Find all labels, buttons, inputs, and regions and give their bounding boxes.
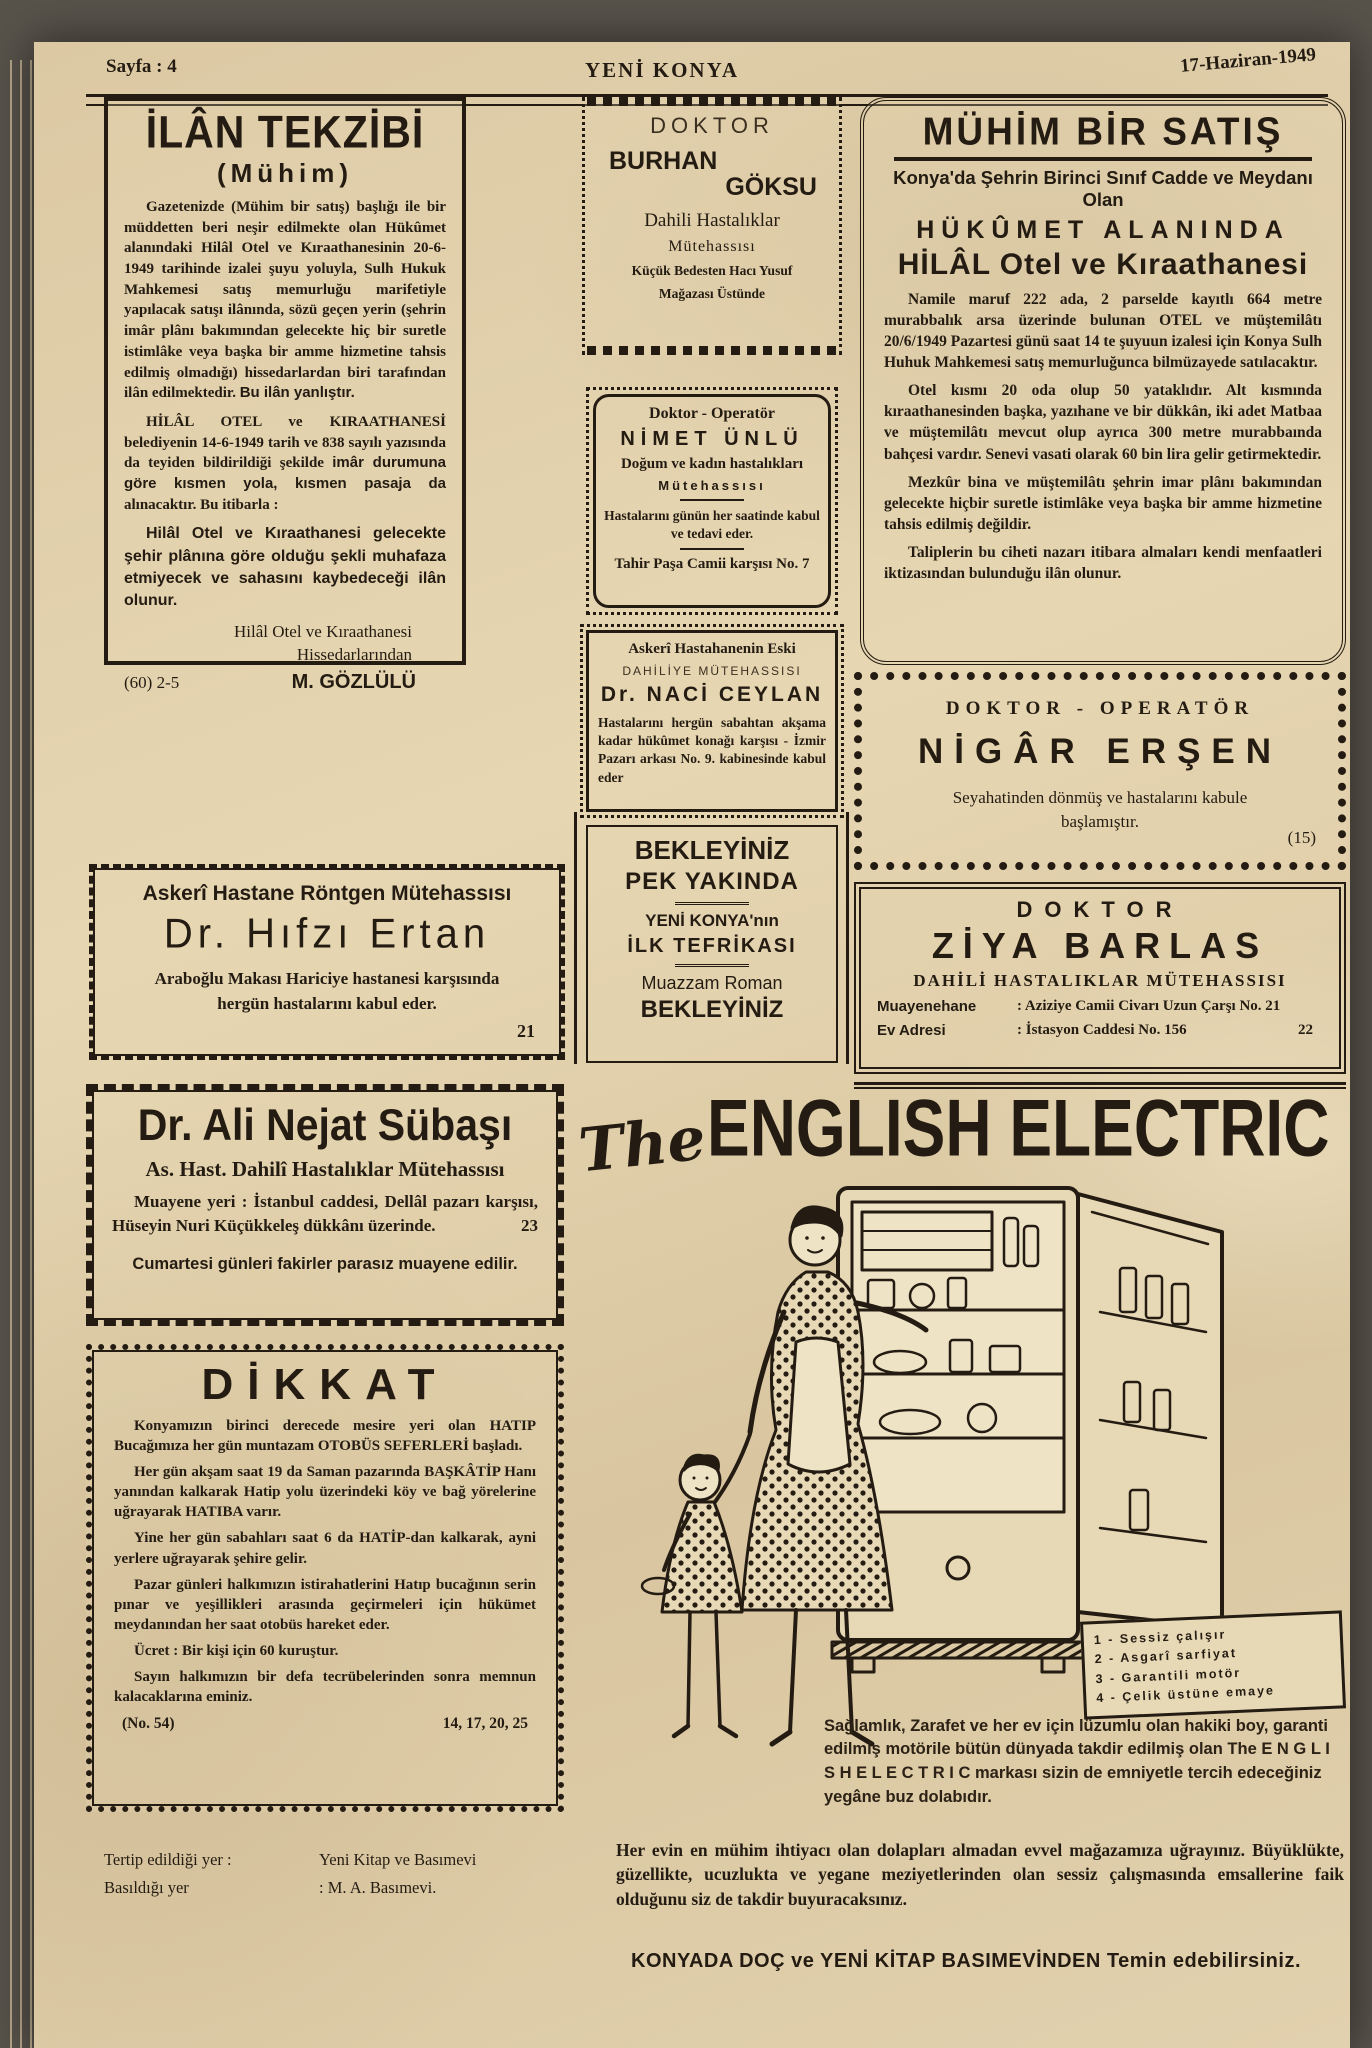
paragraph: HİLÂL OTEL ve KIRAATHANESİ belediyenin 14-6-1949 tarih ve 838 sayılı yazısında da teyiden bildirildiği şekilde imâr durumuna göre kısmen yola, kısmen pasaja da alınacaktır. Bu itibarla :: [124, 413, 446, 513]
teaser-line: Muazzam Roman: [641, 973, 783, 993]
article-title: DİKKAT: [201, 1360, 449, 1409]
ad-outro-paragraph: Her evin en mühim ihtiyacı olan dolapları almadan evvel mağazamıza uğrayınız. Büyüklükte, güzellikte, ucuzlukta ve yegane meziyetlerinden olan sessiz çalışmasında emsallerine faik olduğunu siz de takdir buyuracaksınız.: [616, 1839, 1344, 1910]
doctor-name: Dr. Ali Nejat Sübaşı: [137, 1100, 513, 1150]
imprint-row: Tertip edildiği yer : Yeni Kitap ve Basımevi: [104, 1850, 477, 1869]
footer-note: Cumartesi günleri fakirler parasız muayene edilir.: [132, 1254, 518, 1273]
ad-nimet-unlu: [586, 387, 838, 615]
ad-ali-nejat-subasi: [86, 1084, 564, 1326]
ad-nigar-ersen: [854, 672, 1346, 870]
doctor-heading: DOKTOR - OPERATÖR: [945, 698, 1255, 719]
address: Mağazası Üstünde: [658, 286, 766, 301]
ad-reference-number: (No. 54): [122, 1715, 175, 1733]
ad-burhan-goksu: [582, 97, 842, 355]
feature-item: 4 - Çelik üstüne emaye: [1096, 1683, 1276, 1706]
article-subtitle: Konya'da Şehrin Birinci Sınıf Cadde ve Meydanı Olan: [893, 167, 1313, 210]
stacked-page-edges: [6, 60, 36, 2048]
teaser-line: BEKLEYİNİZ: [640, 996, 784, 1023]
feature-callout-box: [1080, 1610, 1346, 1719]
paragraph: Pazar günleri halkımızın istirahatlerini Hatıp bucağının serin pınar ve yeşillikleri arasında geçirmeleri için hükümet meydanından her saat otobüs hareket eder.: [114, 1576, 536, 1633]
doctor-name: BURHAN: [609, 147, 718, 175]
doctor-heading: Askerî Hastane Röntgen Mütehassısı: [142, 882, 512, 905]
paragraph: Yine her gün sabahları saat 6 da HATİP-dan kalkarak, ayni yerlere uğrayarak şehire gelir.: [114, 1530, 536, 1567]
paragraph-bold: Hilâl Otel ve Kıraathanesi gelecekte şehir plânına göre olduğu şekli muhafaza etmiyecek ve sahasını kaybedeceği ilân olunur.: [124, 525, 446, 610]
divider: [680, 499, 744, 501]
paragraph: Gazetenizde (Mühim bir satış) başlığı ile bir müddetten beri neşir edilmekte olan Hükûmet alanındaki Hilâl Otel ve Kıraathanesinin 20-6-1949 tarihinde izalei şuyu yoluyla, Sulh Hukuk Mahkemesi satış memurluğu marifetiyle yapılacak satışı ilânında, sözü geçen yerin (şehrin imâr plânı bakımından gelecekte hiç bir suretle istimlâke veya başka bir amme hizmetine tahsis edilmiş olmadığı) hissedarlardan biri tarafından ilân edilmektedir. Bu ilân yanlıştır.: [124, 199, 446, 402]
ad-dikkat-bus-service: [86, 1344, 564, 1812]
doctor-name: GÖKSU: [725, 173, 817, 201]
run-dates: 14, 17, 20, 25: [442, 1715, 528, 1733]
doctor-name: ZİYA BARLAS: [931, 925, 1269, 966]
address: Küçük Bedesten Hacı Yusuf: [631, 263, 793, 278]
paragraph: Her gün akşam saat 19 da Saman pazarında BAŞKÂTİP Hanı yanından kalkarak Hatip yolu üzerindeki köy ve bağ yörelerine uğrayarak HATIBA varır.: [114, 1464, 536, 1521]
ornament-border: [587, 346, 837, 355]
article-muhim-bir-satis: [860, 97, 1346, 665]
doctor-heading: DOKTOR: [650, 113, 774, 138]
signature-org: Hilâl Otel ve Kıraathanesi Hissedarlarından: [234, 621, 412, 664]
feature-item: 3 - Garantili motör: [1095, 1665, 1242, 1686]
brand-script-the: The: [575, 1103, 709, 1187]
feature-item: 1 - Sessiz çalışır: [1093, 1627, 1227, 1648]
address-row: Ev Adresi : İstasyon Caddesi No. 156 22: [877, 1022, 1323, 1039]
specialty: Mütehassısı: [658, 478, 766, 493]
imprint-block: [104, 1842, 534, 1898]
ad-ziya-barlas: [854, 882, 1346, 1074]
address-row: Muayenehane : Aziziye Camii Civarı Uzun Çarşı No. 21: [877, 998, 1281, 1015]
brand-name: ENGLISH ELECTRIC: [707, 1082, 1330, 1173]
doctor-name: Dr. NACİ CEYLAN: [600, 683, 824, 706]
imprint-row: Basıldığı yer : M. A. Basımevi.: [104, 1878, 437, 1897]
doctor-name: Dr. Hıfzı Ertan: [163, 910, 491, 958]
ad-reference-number: 22: [1298, 1022, 1313, 1038]
paragraph: Konyamızın birinci derecede mesire yeri olan HATIP Bucağımıza her gün muntazam OTOBÜS SEFERLERİ başladı.: [114, 1418, 536, 1455]
ad-hifzi-ertan: [89, 864, 565, 1060]
divider: [680, 548, 744, 550]
girl-figure: [642, 1434, 750, 1736]
article-subtitle: HİLÂL Otel ve Kıraathanesi: [897, 248, 1309, 281]
ad-intro-paragraph: Sağlamlık, Zarafet ve her ev için lüzumlu olan hakiki boy, garanti edilmiş motörile bütün dünyada takdir edilmiş olan The E N G L I S H E L E C T R I C markası sizin de emniyetle tercih edeceğiniz yegâne buz dolabıdır.: [824, 1716, 1330, 1807]
specialty: DAHİLİYE MÜTEHASSISI: [622, 664, 802, 678]
masthead: YENİ KONYA: [585, 58, 739, 82]
paragraph: Mezkûr bina ve müştemilâtı şehrin imar plânı bakımından gelecekte hiçbir suretle istimlâke veya başka bir amme hizmetine tahsis edilmiş değildir.: [884, 473, 1322, 533]
availability-line: KONYADA DOÇ ve YENİ KİTAP BASIMEVİNDEN Temin edebilirsiniz.: [631, 1950, 1301, 1972]
doctor-name: NİMET ÜNLÜ: [620, 428, 804, 450]
article-ilan-tekzibi: [104, 97, 466, 693]
ornament-border: [587, 97, 837, 106]
page-number-label: Sayfa : 4: [106, 56, 177, 77]
note: Hastalarını hergün sabahtan akşama kadar hükûmet konağı karşısı - İzmir Pazarı arkası No. 9. kabinesinde kabul eder: [598, 715, 826, 785]
note: Seyahatinden dönmüş ve hastalarını kabule başlamıştır.: [952, 788, 1248, 831]
column-rule: [846, 812, 849, 1064]
ad-footer-row: [114, 1715, 536, 1733]
issue-date: 17-Haziran-1949: [1179, 44, 1317, 77]
bold-phrase: imâr durumuna göre kısmen yola, kısmen pasaja da: [124, 454, 446, 492]
specialty: Dahili Hastalıklar: [644, 210, 780, 231]
specialty: As. Hast. Dahilî Hastalıklar Mütehassısı: [145, 1157, 505, 1181]
paragraph: Taliplerin bu ciheti nazarı itibara almaları kendi menfaatleri iktizasından bulunduğu ilân olunur.: [884, 543, 1322, 582]
address: Tahir Paşa Camii karşısı No. 7: [614, 556, 810, 573]
article-subtitle: (Mühim): [216, 158, 354, 188]
article-subtitle: HÜKÛMET ALANINDA: [916, 216, 1290, 244]
ad-tefrika-teaser: [586, 825, 838, 1063]
title-underline: [894, 157, 1312, 161]
note: Araboğlu Makası Hariciye hastanesi karşısında hergün hastalarını kabul eder.: [154, 969, 500, 1013]
note: Hastalarını günün her saatinde kabul ve tedavi eder.: [604, 508, 820, 541]
ad-reference-number: (15): [1287, 828, 1316, 847]
teaser-line: YENİ KONYA'nın: [645, 911, 779, 930]
article-title: İLÂN TEKZİBİ: [145, 106, 425, 158]
paragraph: Namile maruf 222 ada, 2 parselde kayıtlı 664 metre murabbalık arsa üzerinde bulunan OTEL ve müştemilâtı 20/6/1949 Pazartesi günü saat 14 te şuyuun izalesi için Konya Sulh Huhuk Mahkemesi satış memurluğunca bilmüzayede satılacaktır.: [884, 291, 1322, 372]
teaser-line: PEK YAKINDA: [625, 868, 799, 895]
paragraph: Sayın halkımızın bir defa tecrübelerinden sonra memnun kalacaklarına eminiz.: [114, 1669, 536, 1706]
divider: [675, 964, 749, 967]
teaser-line: BEKLEYİNİZ: [634, 835, 790, 865]
ad-reference-number: (60) 2-5: [124, 672, 180, 692]
specialty: Doğum ve kadın hastalıkları: [620, 456, 804, 472]
column-rule: [574, 812, 577, 1064]
feature-item: 2 - Asgarî sarfiyat: [1094, 1646, 1238, 1667]
divider: [675, 902, 749, 905]
brand-mention: The E N G L I S H E L E C T R I C markası: [824, 1740, 1330, 1783]
doctor-name: NİGÂR ERŞEN: [917, 732, 1283, 771]
paragraph: Otel kısmı 20 oda olup 50 yataklıdır. Alt kısmında kıraathanesinden başka, yazıhane ve bir dükkân, iki adet Matbaa ve müştemilâtı mevcut olup ayrıca 300 metre murabbaında bahçesi vardır. Senevi vasati olarak 60 bin lira gelir getirmektedir.: [884, 382, 1322, 463]
specialty: DAHİLİ HASTALIKLAR MÜTEHASSISI: [913, 971, 1287, 990]
signature-name: M. GÖZLÜLÜ: [291, 670, 416, 693]
signature-row: [124, 671, 446, 694]
article-title: MÜHİM BİR SATIŞ: [922, 109, 1284, 153]
newspaper-page: [34, 42, 1350, 2048]
ad-reference-number: 21: [517, 1021, 535, 1041]
ad-naci-ceylan: [586, 630, 838, 812]
ad-reference-number: 23: [521, 1215, 538, 1235]
doctor-heading: Askerî Hastahanenin Eski: [628, 641, 796, 657]
doctor-heading: DOKTOR: [1016, 897, 1184, 922]
fridge-base: [832, 1642, 1084, 1658]
specialty: Mütehassısı: [668, 238, 756, 255]
teaser-line: İLK TEFRİKASI: [627, 935, 797, 957]
note: Muayene yeri : İstanbul caddesi, Dellâl pazarı karşısı, Hüseyin Nuri Küçükkeleş dükkânı üzerinde. 23: [112, 1190, 538, 1238]
paragraph: Ücret : Bir kişi için 60 kuruştur.: [134, 1642, 339, 1659]
apron: [788, 1338, 850, 1472]
bold-phrase: Bu ilân yanlıştır.: [239, 384, 355, 402]
fridge-interior: [852, 1202, 1064, 1512]
fridge-open-door: [1078, 1194, 1222, 1628]
doctor-heading: Doktor - Operatör: [649, 405, 775, 422]
